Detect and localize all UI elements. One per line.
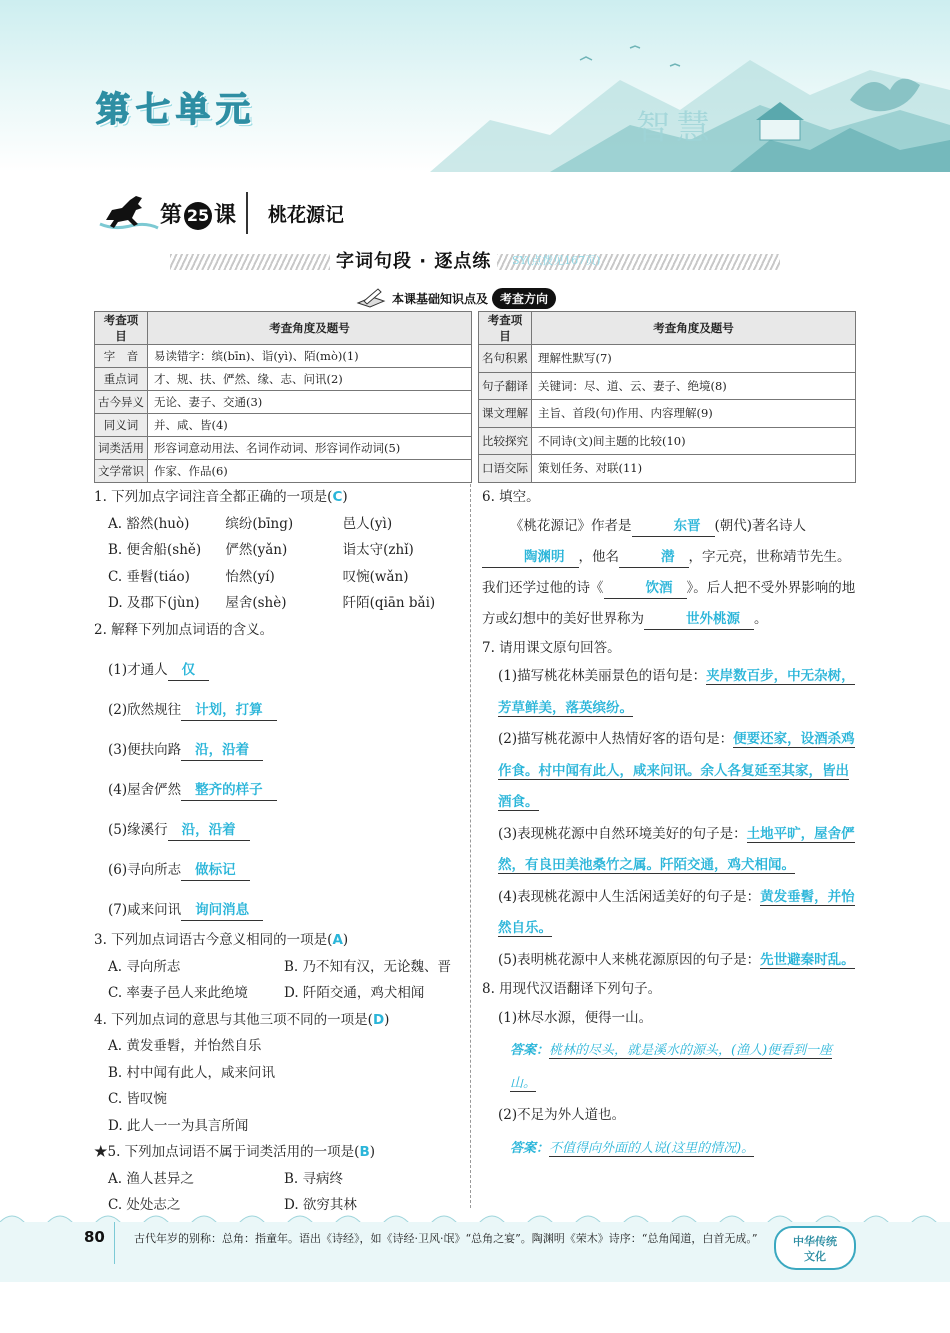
knowledge-label: 本课基础知识点及 考查方向 <box>356 287 556 309</box>
option-row: B. 便舍船(shě) 俨然(yǎn) 诣太守(zhǐ) <box>108 542 414 558</box>
table-row: 句子翻译 关键词：尽、道、云、妻子、绝境(8) <box>479 372 856 400</box>
recall-item: (3)表现桃花源中自然环境美好的句子是：土地平旷，屋舍俨然，有良田美池桑竹之属。阡陌交通，鸡犬相闻。 <box>498 825 855 873</box>
question-4: 4. 下列加点词的意思与其他三项不同的一项是(D) <box>94 1011 390 1028</box>
question-8: 8. 用现代汉语翻译下列句子。 <box>482 981 662 997</box>
section-title: 字词句段 · 逐点练 <box>330 247 497 273</box>
section-note: SY(点拨见167页) <box>512 254 601 267</box>
horse-icon <box>96 190 162 232</box>
option: A. 黄发垂髫，并怡然自乐 <box>108 1038 262 1054</box>
knowledge-table-right: 考查项目 考查角度及题号 名句积累 理解性默写(7) 句子翻译 关键词：尽、道、云、妻子、绝境(8) 课文理解 主旨、首段(句)作用、内容理解(9) 比较探究 不同诗(文)间主题的比较(10) 口语交际 策划任务、对联(11) <box>478 311 856 483</box>
recall-item: (1)描写桃花林美丽景色的语句是：夹岸数百步，中无杂树，芳草鲜美，落英缤纷。 <box>498 668 855 716</box>
definition-item: (5)缘溪行 沿，沿着 <box>108 817 460 844</box>
definition-item: (4)屋舍俨然 整齐的样子 <box>108 777 460 804</box>
definition-item: (7)咸来问讯 询问消息 <box>108 897 460 924</box>
question-7: 7. 请用课文原句回答。 <box>482 639 621 656</box>
translate-item: (1)林尽水源，便得一山。 <box>498 1009 653 1026</box>
question-1: 1. 下列加点字词注音全都正确的一项是(C) <box>94 489 348 505</box>
fill-paragraph: 《桃花源记》作者是 东晋 (朝代)著名诗人陶渊明 ，他名 潜 ，字元亮，世称靖节先生。我们还学过他的诗《 饮酒 》。后人把不受外界影响的地方或幻想中的美好世界称为 世外桃源 。 <box>482 511 858 635</box>
table-row: 同义词 并、咸、皆(4) <box>95 414 472 437</box>
option-row: C. 处处志之 D. 欲穷其林 <box>108 1197 357 1213</box>
right-column <box>482 484 858 1165</box>
culture-badge: 中华传统 文化 <box>774 1226 856 1270</box>
table-row: 古今异义 无论、妻子、交通(3) <box>95 391 472 414</box>
question-2: 2. 解释下列加点词语的含义。 <box>94 621 274 638</box>
question-5: ★5. 下列加点词语不属于词类活用的一项是(B) <box>94 1144 376 1160</box>
answer-badge: D <box>372 1011 385 1028</box>
recall-item: (4)表现桃花源中人生活闲适美好的句子是：黄发垂髫，并怡然自乐。 <box>498 888 855 936</box>
answer-badge: A <box>332 932 343 948</box>
option-row: D. 及郡下(jùn) 屋舍(shè) 阡陌(qiān bǎi) <box>108 595 436 611</box>
question-3: 3. 下列加点词语古今意义相同的一项是(A) <box>94 932 349 948</box>
translate-item: (2)不足为外人道也。 <box>498 1107 626 1123</box>
translate-answer: 答案：桃林的尽头，就是溪水的源头，(渔人)便看到一座山。 <box>510 1043 833 1091</box>
footer-note: 古代年岁的别称：总角：指童年。语出《诗经》，如《诗经·卫风·氓》“总角之宴”。陶渊明《荣木》诗序：“总角闻道，白首无成。” <box>134 1232 758 1245</box>
option-row: C. 垂髫(tiáo) 怡然(yí) 叹惋(wǎn) <box>108 568 409 585</box>
definition-item: (6)寻向所志 做标记 <box>108 857 460 884</box>
column-divider <box>470 484 471 1208</box>
recall-item: (5)表明桃花源中人来桃花源原因的句子是：先世避秦时乱。 <box>498 951 855 968</box>
table-row: 名句积累 理解性默写(7) <box>479 345 856 373</box>
lesson-number: 第 25 课 <box>160 203 237 228</box>
table-row: 课文理解 主旨、首段(句)作用、内容理解(9) <box>479 400 856 428</box>
table-row: 文学常识 作家、作品(6) <box>95 460 472 483</box>
answer-badge: B <box>359 1144 370 1160</box>
option: C. 皆叹惋 <box>108 1091 167 1107</box>
page-number-rule <box>114 1222 115 1264</box>
knowledge-table-left: 考查项目 考查角度及题号 字 音 易读错字：缤(bīn)、诣(yì)、陌(mò)(1) 重点词 才、规、扶、俨然、缘、志、问讯(2) 古今异义 无论、妻子、交通(3) 同义词 并、咸、皆(4) 词类活用 形容词意动用法、名词作动词、形容词作动词(5) 文学常识 作家、作品(6) <box>94 311 472 483</box>
translate-answer: 答案：不值得向外面的人说(这里的情况)。 <box>510 1140 755 1156</box>
knowledge-badge: 考查方向 <box>492 288 556 309</box>
table-row: 重点词 才、规、扶、俨然、缘、志、问讯(2) <box>95 368 472 391</box>
option-row: C. 率妻子邑人来此绝境 D. 阡陌交通，鸡犬相闻 <box>108 985 425 1001</box>
footer-wave <box>0 1210 950 1222</box>
option: D. 此人一一为具言所闻 <box>108 1117 249 1134</box>
left-column <box>94 484 460 1219</box>
page-number: 80 <box>84 1228 105 1246</box>
table-row: 词类活用 形容词意动用法、名词作动词、形容词作动词(5) <box>95 437 472 460</box>
option-row: A. 渔人甚异之 B. 寻病终 <box>108 1170 344 1187</box>
lesson-divider <box>246 192 248 234</box>
definition-item: (1)才通人 仅 <box>108 657 460 684</box>
wisdom-watermark: 智 慧 <box>636 108 710 148</box>
definition-item: (2)欣然规往 计划，打算 <box>108 697 460 724</box>
table-row: 比较探究 不同诗(文)间主题的比较(10) <box>479 427 856 455</box>
option: B. 村中闻有此人，咸来问讯 <box>108 1064 276 1081</box>
unit-title: 第七单元 <box>96 90 256 130</box>
table-row: 口语交际 策划任务、对联(11) <box>479 455 856 483</box>
option-row: A. 寻向所志 B. 乃不知有汉，无论魏、晋 <box>108 958 452 975</box>
recall-item: (2)描写桃花源中人热情好客的语句是：便要还家，设酒杀鸡作食。村中闻有此人，咸来问讯。余人各复延至其家，皆出酒食。 <box>498 731 855 810</box>
definition-item: (3)便扶向路 沿，沿着 <box>108 737 460 764</box>
book-pen-icon <box>356 287 386 309</box>
table-row: 字 音 易读错字：缤(bīn)、诣(yì)、陌(mò)(1) <box>95 345 472 368</box>
lesson-header <box>96 190 856 236</box>
question-6: 6. 填空。 <box>482 489 540 505</box>
banner <box>0 0 950 172</box>
answer-badge: C <box>332 489 343 505</box>
option-row: A. 豁然(huò) 缤纷(bīng) 邑人(yì) <box>108 515 393 532</box>
lesson-title: 桃花源记 <box>268 204 345 226</box>
